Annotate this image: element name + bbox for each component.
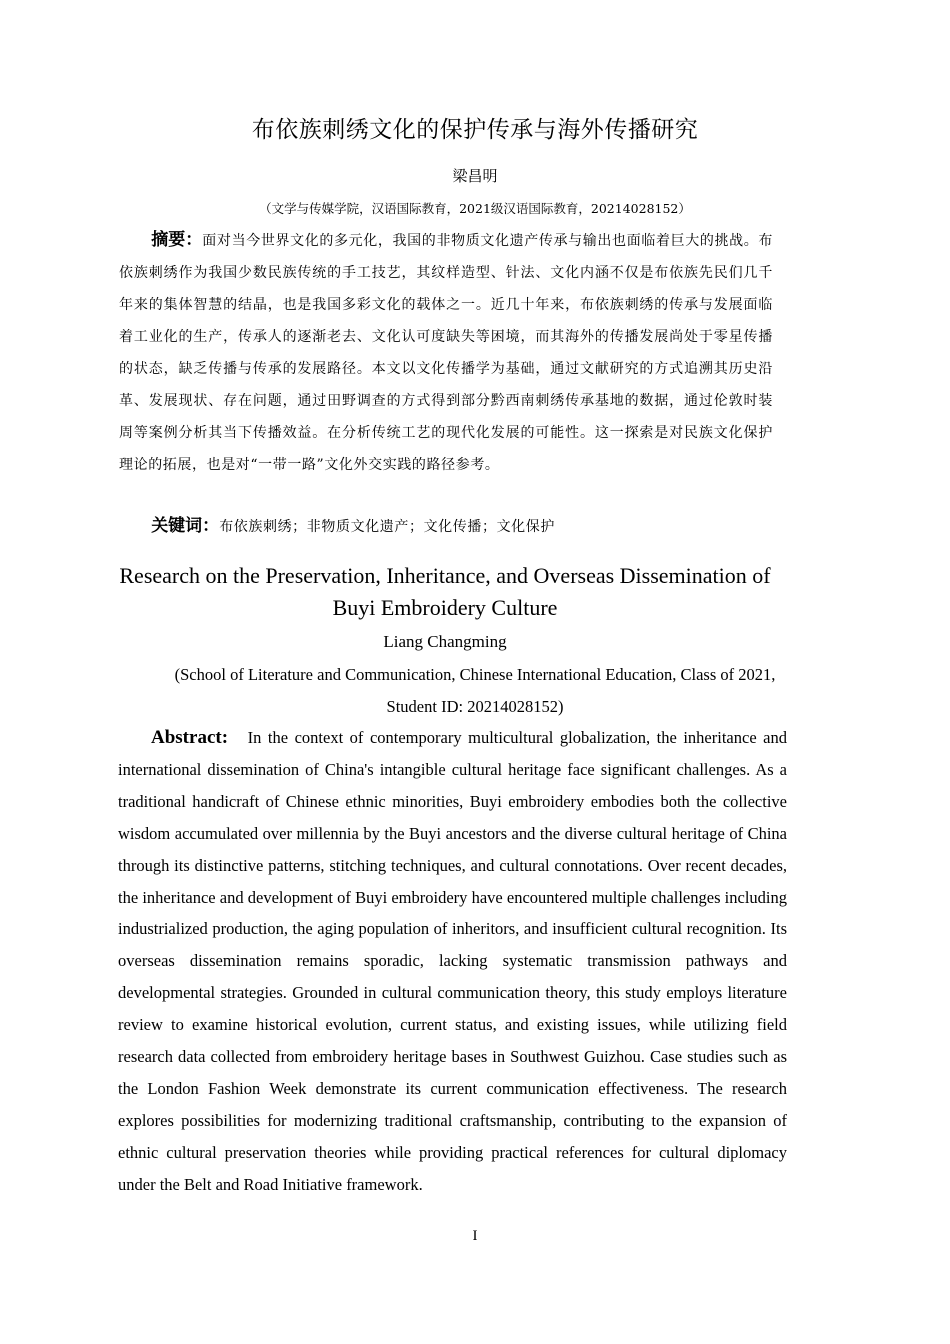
chinese-affiliation: （文学与传媒学院，汉语国际教育，2021级汉语国际教育，20214028152）	[259, 201, 691, 216]
chinese-keywords-label: 关键词：	[151, 516, 220, 536]
english-title: Research on the Preservation, Inheritance, and Overseas Dissemination of Buyi Embroidery Culture	[119, 563, 771, 620]
chinese-author: 梁昌明	[452, 167, 498, 185]
english-abstract-text: In the context of contemporary multicultural globalization, the inheritance and international dissemination of China's intangible cultural heritage face significant challenges. As a traditional handicraft of Chinese ethnic minorities, Buyi embroidery embodies both the collective wisdom accumulated over millennia by the Buyi ancestors and the diverse cultural heritage of China through its distinctive patterns, stitching techniques, and cultural connotations. Over recent decades, the inheritance and development of Buyi embroidery have encountered multiple challenges including industrialized production, the aging population of inheritors, and insufficient cultural recognition. Its overseas dissemination remains sporadic, lacking systematic transmission pathways and developmental strategies. Grounded in cultural communication theory, this study employs literature review to examine historical evolution, current status, and existing issues, while utilizing field research data collected from embroidery heritage bases in Southwest Guizhou. Case studies such as the London Fashion Week demonstrate its current communication effectiveness. The research explores possibilities for modernizing traditional craftsmanship, contributing to the expansion of ethnic cultural preservation theories while providing practical references for cultural diplomacy under the Belt and Road Initiative framework.	[118, 728, 787, 1194]
chinese-title: 布依族刺绣文化的保护传承与海外传播研究	[251, 117, 699, 143]
chinese-abstract-label: 摘要：	[151, 230, 203, 250]
chinese-abstract-text: 面对当今世界文化的多元化，我国的非物质文化遗产传承与输出也面临着巨大的挑战。布依族刺绣作为我国少数民族传统的手工技艺，其纹样造型、针法、文化内涵不仅是布依族先民们几千年来的集体智慧的结晶，也是我国多彩文化的载体之一。近几十年来，布依族刺绣的传承与发展面临着工业化的生产，传承人的逐渐老去、文化认可度缺失等困境，而其海外的传播发展尚处于零星传播的状态，缺乏传播与传承的发展路径。本文以文化传播学为基础，通过文献研究的方式追溯其历史沿革、发展现状、存在问题，通过田野调查的方式得到部分黔西南刺绣传承基地的数据，通过伦敦时装周等案例分析其当下传播效益。在分析传统工艺的现代化发展的可能性。这一探索是对民族文化保护理论的拓展，也是对“一带一路”文化外交实践的路径参考。	[119, 233, 773, 473]
chinese-abstract	[119, 224, 773, 481]
english-abstract	[118, 722, 787, 1201]
english-affiliation: (School of Literature and Communication, Chinese International Education, Class of 2021, Student ID: 20214028152)	[174, 665, 776, 716]
english-author: Liang Changming	[383, 632, 507, 651]
page-number: I	[472, 1228, 478, 1244]
chinese-keywords	[119, 510, 773, 543]
english-abstract-label: Abstract:	[151, 727, 229, 748]
chinese-keywords-text: 布依族刺绣；非物质文化遗产；文化传播；文化保护	[219, 519, 555, 535]
